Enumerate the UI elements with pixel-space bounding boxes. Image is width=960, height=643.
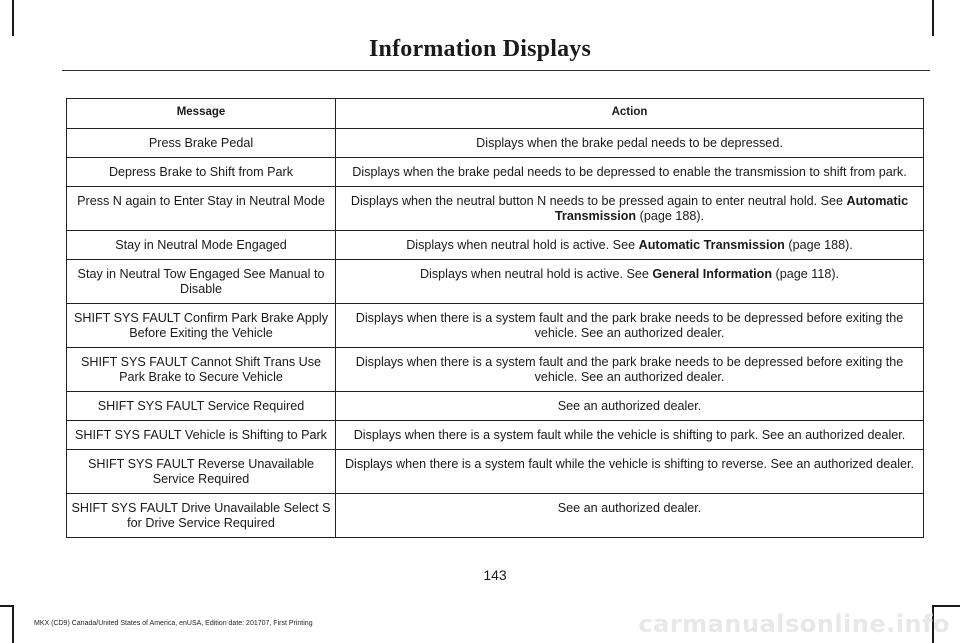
action-cell: Displays when the brake pedal needs to be depressed to enable the transmission to shift from park. bbox=[336, 158, 924, 187]
message-cell: SHIFT SYS FAULT Drive Unavailable Select S for Drive Service Required bbox=[67, 494, 336, 538]
message-cell: SHIFT SYS FAULT Vehicle is Shifting to Park bbox=[67, 421, 336, 450]
edition-footer: MKX (CD9) Canada/United States of America, enUSA, Edition date: 201707, First Printing bbox=[34, 620, 313, 627]
table-row bbox=[67, 494, 924, 538]
table-row bbox=[67, 187, 924, 231]
table-row bbox=[67, 304, 924, 348]
table-row bbox=[67, 421, 924, 450]
table-row bbox=[67, 392, 924, 421]
page-title: Information Displays bbox=[368, 36, 592, 62]
crop-mark bbox=[932, 0, 934, 36]
table-row bbox=[67, 231, 924, 260]
message-cell: SHIFT SYS FAULT Service Required bbox=[67, 392, 336, 421]
table-row bbox=[67, 129, 924, 158]
page-number: 143 bbox=[483, 567, 507, 583]
action-cell: Displays when there is a system fault and the park brake needs to be depressed before exiting the vehicle. See an authorized dealer. bbox=[336, 304, 924, 348]
column-header-action: Action bbox=[336, 99, 924, 129]
cross-reference-link[interactable]: Automatic Transmission bbox=[638, 238, 785, 252]
action-cell bbox=[336, 187, 924, 231]
message-cell: Press Brake Pedal bbox=[67, 129, 336, 158]
page-reference: (page 118). bbox=[772, 267, 840, 281]
crop-mark bbox=[12, 0, 14, 36]
action-cell bbox=[336, 260, 924, 304]
table-header-row bbox=[67, 99, 924, 129]
table-row bbox=[67, 260, 924, 304]
messages-table bbox=[66, 98, 924, 538]
action-cell: See an authorized dealer. bbox=[336, 494, 924, 538]
message-cell: Stay in Neutral Mode Engaged bbox=[67, 231, 336, 260]
message-cell: Press N again to Enter Stay in Neutral Mode bbox=[67, 187, 336, 231]
action-cell: Displays when there is a system fault and the park brake needs to be depressed before exiting the vehicle. See an authorized dealer. bbox=[336, 348, 924, 392]
crop-mark bbox=[932, 605, 960, 607]
message-cell: SHIFT SYS FAULT Confirm Park Brake Apply Before Exiting the Vehicle bbox=[67, 304, 336, 348]
action-cell: Displays when there is a system fault while the vehicle is shifting to reverse. See an authorized dealer. bbox=[336, 450, 924, 494]
table-row bbox=[67, 450, 924, 494]
action-cell: See an authorized dealer. bbox=[336, 392, 924, 421]
action-text: Displays when neutral hold is active. See bbox=[419, 267, 653, 281]
message-cell: SHIFT SYS FAULT Cannot Shift Trans Use Park Brake to Secure Vehicle bbox=[67, 348, 336, 392]
cross-reference-link[interactable]: Automatic Transmission bbox=[554, 194, 909, 223]
crop-mark bbox=[0, 605, 14, 607]
action-cell bbox=[336, 231, 924, 260]
watermark-logo: carmanualsonline.info bbox=[638, 610, 950, 638]
message-cell: Stay in Neutral Tow Engaged See Manual to Disable bbox=[67, 260, 336, 304]
cross-reference-link[interactable]: General Information bbox=[652, 267, 773, 281]
title-divider bbox=[62, 70, 930, 71]
table-row bbox=[67, 158, 924, 187]
page-reference: (page 188). bbox=[636, 209, 705, 223]
action-text: Displays when the neutral button N needs to be pressed again to enter neutral hold. See bbox=[350, 194, 847, 208]
page-reference: (page 188). bbox=[784, 238, 853, 252]
message-cell: Depress Brake to Shift from Park bbox=[67, 158, 336, 187]
action-cell: Displays when there is a system fault while the vehicle is shifting to park. See an authorized dealer. bbox=[336, 421, 924, 450]
crop-mark bbox=[12, 605, 14, 643]
action-cell: Displays when the brake pedal needs to be depressed. bbox=[336, 129, 924, 158]
table-row bbox=[67, 348, 924, 392]
action-text: Displays when neutral hold is active. See bbox=[406, 238, 639, 252]
column-header-message: Message bbox=[67, 99, 336, 129]
message-cell: SHIFT SYS FAULT Reverse Unavailable Service Required bbox=[67, 450, 336, 494]
